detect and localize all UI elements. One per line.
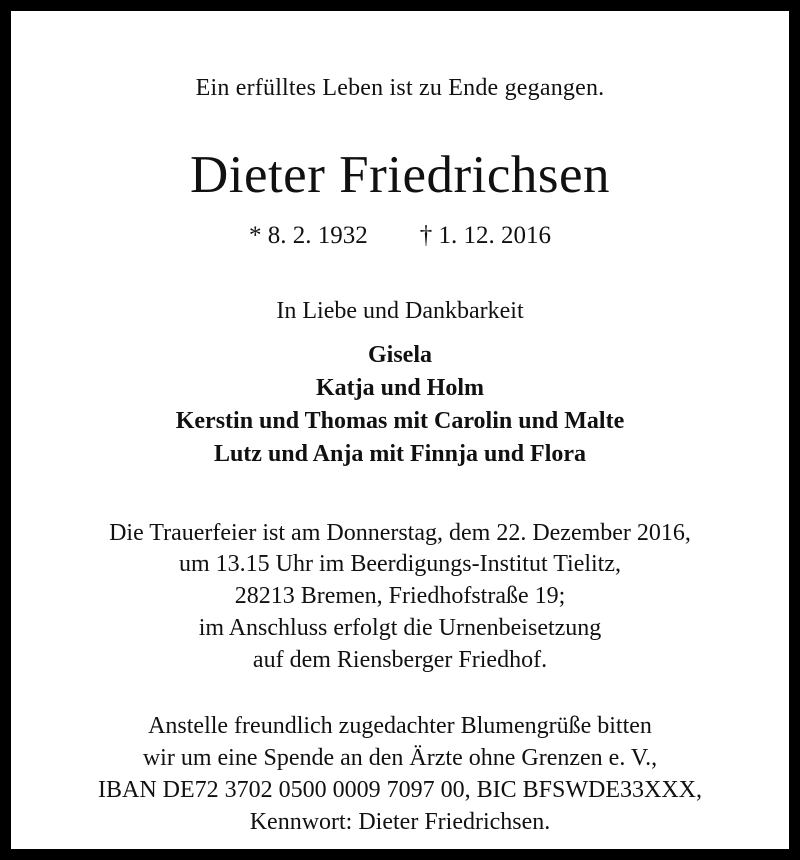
donation-line: Kennwort: Dieter Friedrichsen. <box>249 808 551 835</box>
ceremony-line: um 13.15 Uhr im Beerdigungs-Institut Tielitz, <box>179 551 621 578</box>
deceased-name: Dieter Friedrichsen <box>189 145 611 204</box>
dedication-line: In Liebe und Dankbarkeit <box>276 298 524 325</box>
obituary-notice <box>11 11 789 849</box>
birth-date: * 8. 2. 1932 <box>249 222 368 250</box>
life-dates <box>249 222 551 250</box>
ceremony-details <box>109 518 691 678</box>
survivor-line: Kerstin und Thomas mit Carolin und Malte <box>175 408 625 435</box>
donation-line: Anstelle freundlich zugedachter Blumengrüße bitten <box>148 713 652 740</box>
donation-request <box>98 711 702 839</box>
ceremony-line: im Anschluss erfolgt die Urnenbeisetzung <box>198 615 602 642</box>
ceremony-line: Die Trauerfeier ist am Donnerstag, dem 22. Dezember 2016, <box>109 519 691 546</box>
death-date: † 1. 12. 2016 <box>419 222 551 250</box>
ceremony-line: auf dem Riensberger Friedhof. <box>252 647 548 674</box>
survivor-line: Gisela <box>367 342 432 369</box>
donation-line: wir um eine Spende an den Ärzte ohne Grenzen e. V., <box>142 744 658 771</box>
donation-line: IBAN DE72 3702 0500 0009 7097 00, BIC BFSWDE33XXX, <box>97 776 702 803</box>
survivors-list <box>176 339 625 471</box>
ceremony-line: 28213 Bremen, Friedhofstraße 19; <box>234 583 566 610</box>
survivor-line: Katja und Holm <box>315 375 484 402</box>
intro-line: Ein erfülltes Leben ist zu Ende gegangen. <box>195 75 605 101</box>
survivor-line: Lutz und Anja mit Finnja und Flora <box>213 441 587 468</box>
